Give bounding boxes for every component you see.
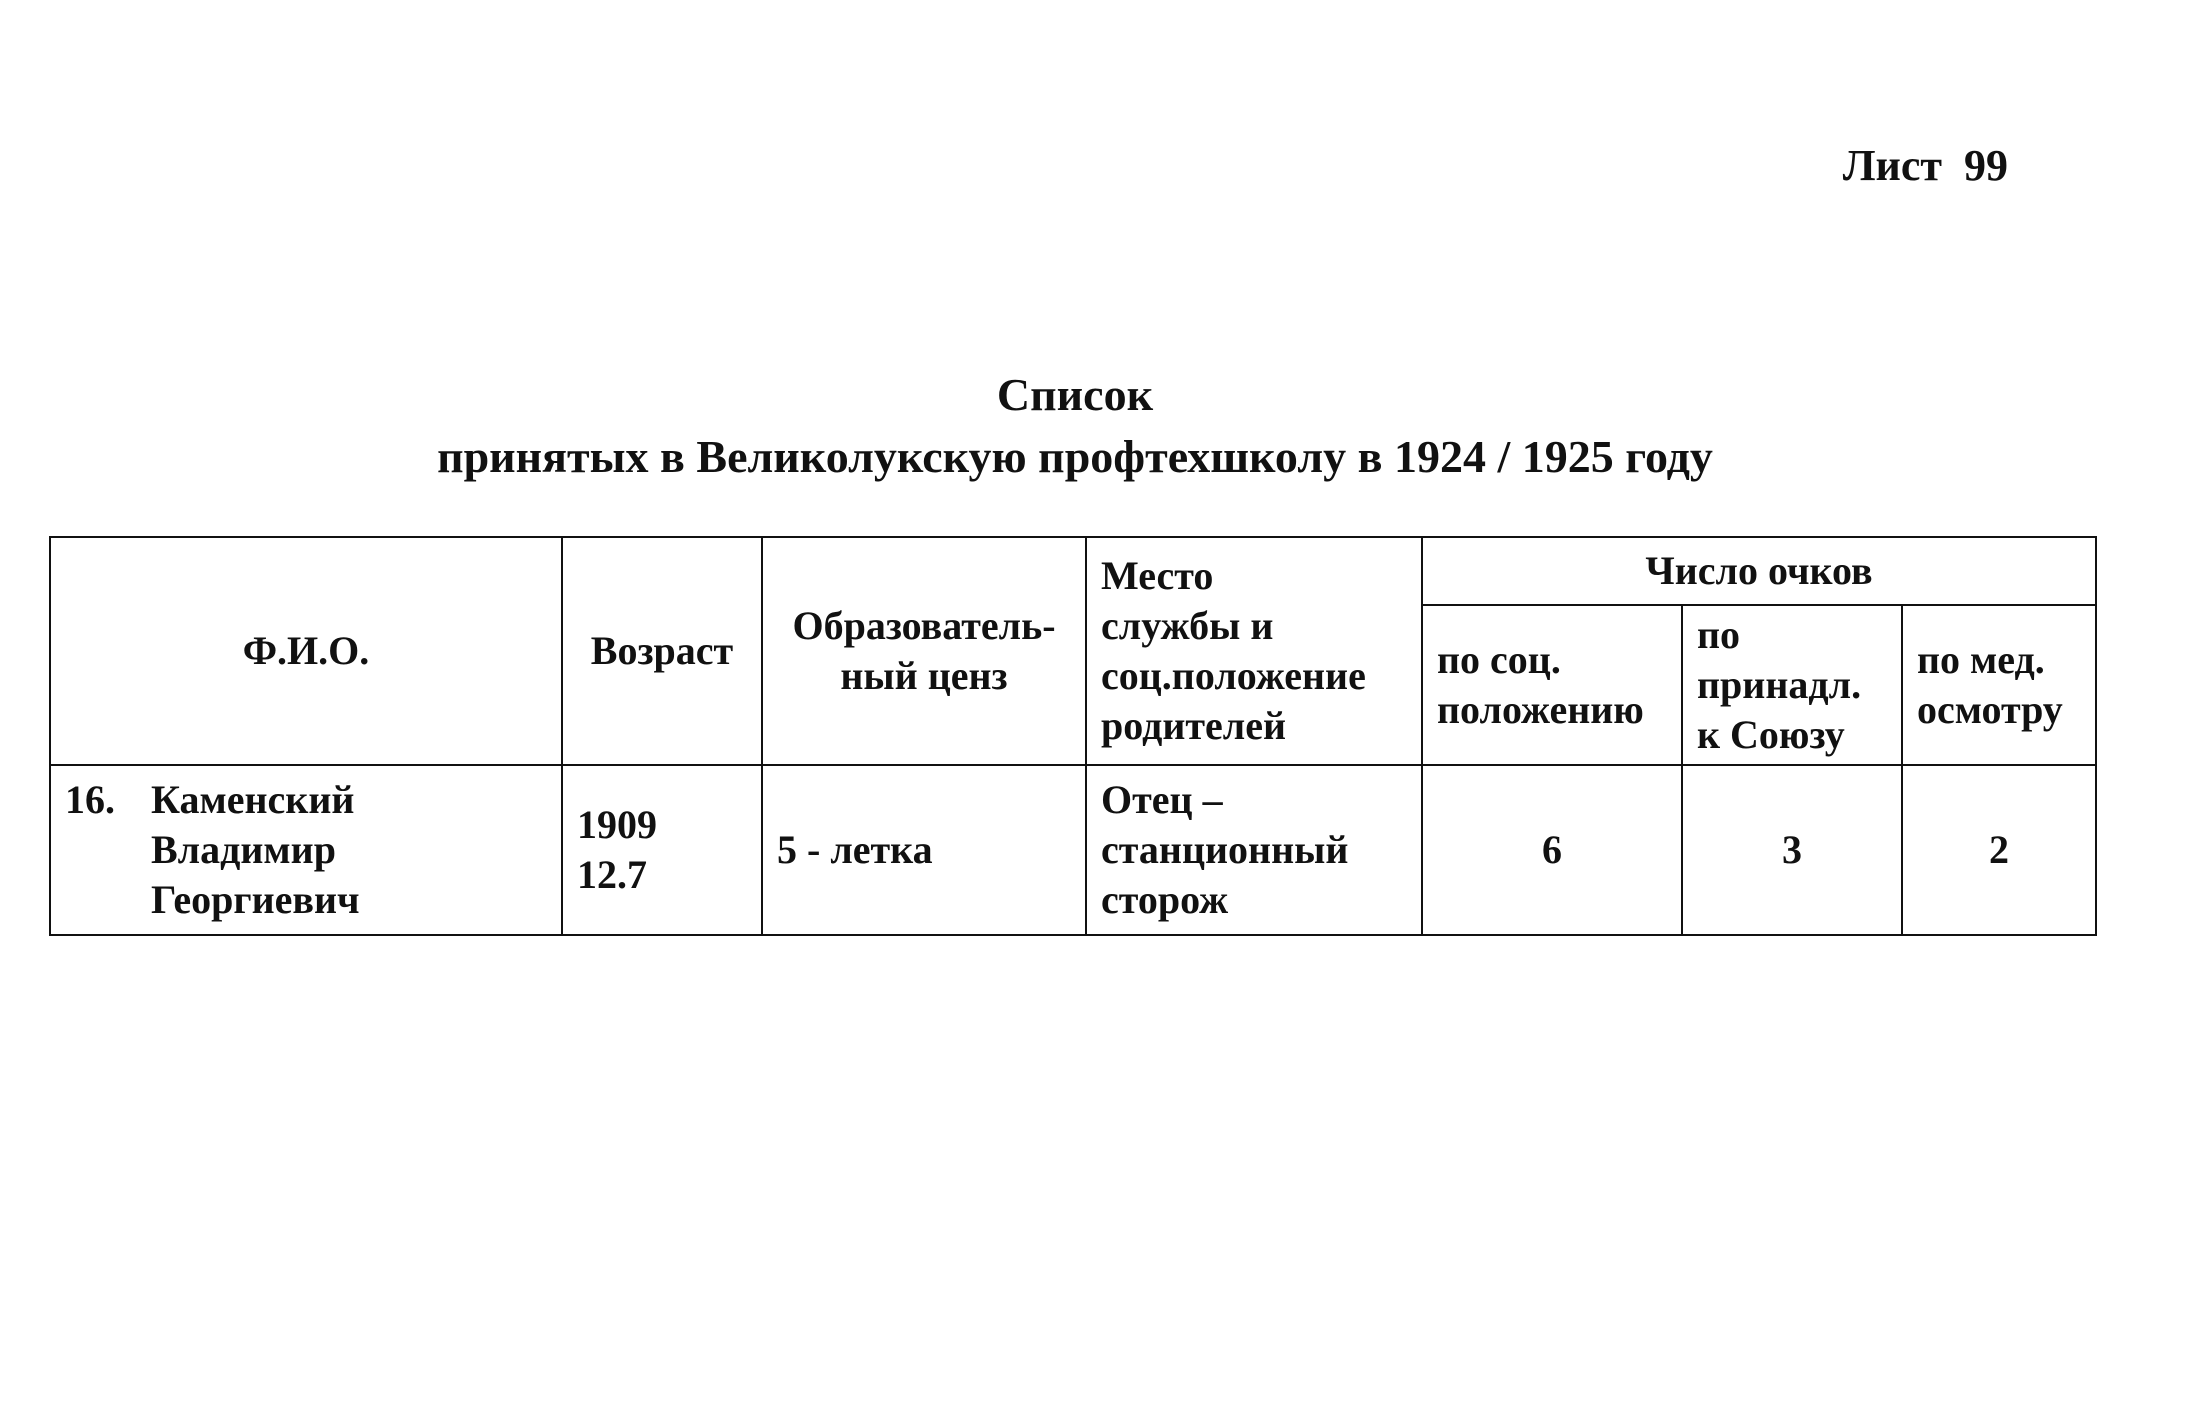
header-age: Возраст <box>562 537 762 765</box>
header-name: Ф.И.О. <box>50 537 562 765</box>
header-row <box>50 537 2096 605</box>
document-title <box>0 364 2150 488</box>
header-points-union: по принадл. к Союзу <box>1682 605 1902 765</box>
table-row <box>50 765 2096 935</box>
header-points: Число очков <box>1422 537 2096 605</box>
cell-service: Отец – станционный сторож <box>1086 765 1422 935</box>
row-number: 16. <box>65 777 115 822</box>
cell-age: 1909 12.7 <box>562 765 762 935</box>
cell-points-medical: 2 <box>1902 765 2096 935</box>
header-education: Образователь- ный ценз <box>762 537 1086 765</box>
admissions-table <box>49 536 2097 936</box>
header-points-social: по соц. положению <box>1422 605 1682 765</box>
cell-points-social: 6 <box>1422 765 1682 935</box>
header-service: Место службы и соц.положение родителей <box>1086 537 1422 765</box>
title-line-2: принятых в Великолукскую профтехшколу в 1924 / 1925 году <box>437 431 1713 482</box>
cell-education: 5 - летка <box>762 765 1086 935</box>
title-line-1: Список <box>996 369 1154 420</box>
cell-points-union: 3 <box>1682 765 1902 935</box>
sheet-number: Лист 99 <box>1842 141 2008 190</box>
header-points-medical: по мед. осмотру <box>1902 605 2096 765</box>
cell-name: 16. Каменский Владимир Георгиевич <box>50 765 562 935</box>
